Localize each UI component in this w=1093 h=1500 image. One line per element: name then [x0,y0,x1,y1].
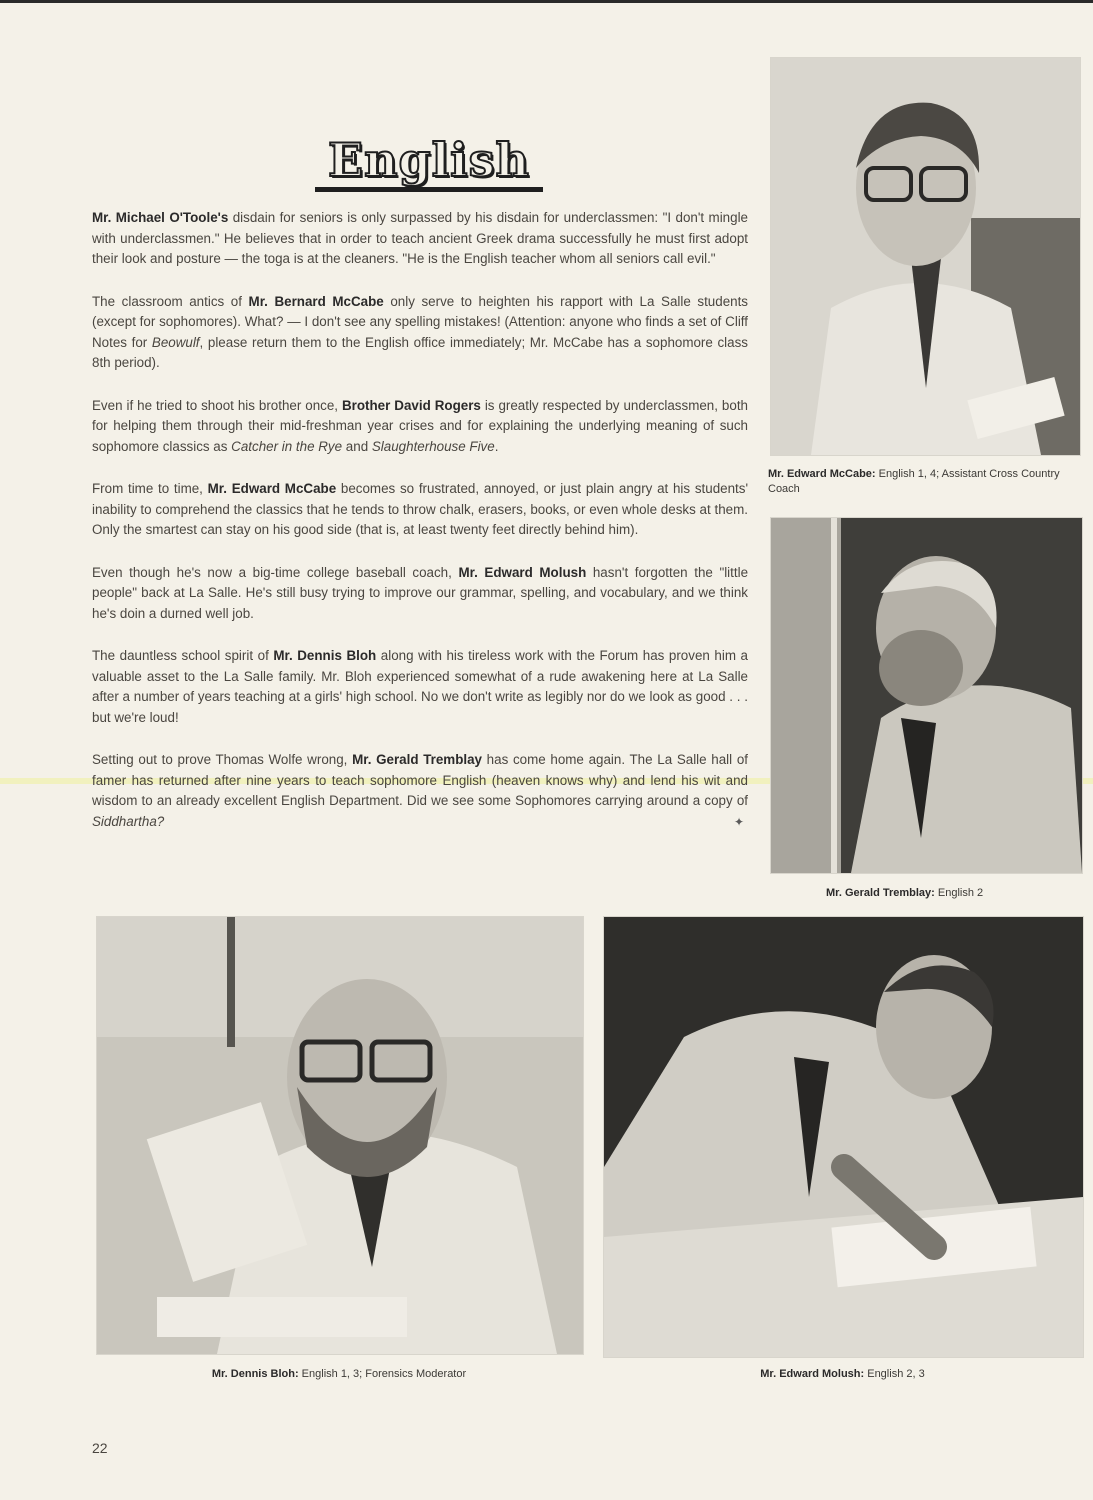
teacher-name: Mr. Michael O'Toole's [92,210,229,225]
teacher-name: Mr. Edward Molush [458,564,587,580]
caption-dennis-bloh: Mr. Dennis Bloh: English 1, 3; Forensics Moderator [211,1368,467,1380]
caption-edward-mccabe: Mr. Edward McCabe: English 1, 4; Assistant Cross Country Coach [768,468,1060,495]
portrait-illustration [771,518,1082,873]
book-title: Slaughterhouse Five [371,438,495,454]
page-number: 22 [92,1440,108,1456]
page-title: English [328,133,530,187]
portrait-illustration [604,917,1083,1357]
top-rule [0,0,1093,3]
title-underline [315,187,543,192]
paragraph-bloh: The dauntless school spirit of Mr. Dennis Bloh along with his tireless work with the Forum has proven him a valuable asset to the La Salle family. Mr. Bloh experienced somewhat of a rude awakening here at La Salle after a number of years teaching at a girls' high school. No we don't write as legibly nor do we look as good . . . but we're loud! [92,648,748,725]
title-block [314,135,544,192]
photo-dennis-bloh [96,916,584,1355]
paragraph-otoole: Mr. Michael O'Toole's disdain for seniors is only surpassed by his disdain for underclassmen: "I don't mingle with underclassmen." He believes that in order to teach ancient Greek drama successfully he must first adopt their look and posture — the toga is at the cleaners. "He is the English teacher whom all seniors call evil." [92,210,748,266]
paragraph-rogers: Even if he tried to shoot his brother once, Brother David Rogers is greatly respected by underclassmen, both for helping them through their mid-freshman year crises and for explaining the underlying meaning of such sophomore classics as Catcher in the Rye and Slaughterhouse Five. [92,397,748,454]
article-body [92,208,748,854]
book-title: Catcher in the Rye [231,438,343,454]
end-mark-icon: ✦ [733,814,744,829]
caption-gerald-tremblay: Mr. Gerald Tremblay: English 2 [826,887,984,899]
caption-edward-molush: Mr. Edward Molush: English 2, 3 [760,1368,925,1380]
teacher-name: Mr. Edward McCabe [207,481,337,496]
photo-edward-mccabe [770,57,1081,456]
teacher-name: Mr. Dennis Bloh [273,648,377,663]
paragraph-tremblay: Setting out to prove Thomas Wolfe wrong, Mr. Gerald Tremblay has come home again. The La Salle hall of famer has returned after nine years to teach sophomore English (heaven knows why) and lend his wit and wisdom to an already excellent English Department. Did we see some Sophomores carrying around a copy of Siddhartha? ✦ [92,750,748,832]
book-title: Siddhartha? [92,813,165,829]
photo-gerald-tremblay [770,517,1083,874]
portrait-illustration [97,917,583,1354]
paragraph-bernard-mccabe: The classroom antics of Mr. Bernard McCabe only serve to heighten his rapport with La Salle students (except for sophomores). What? — I don't see any spelling mistakes! (Attention: anyone who finds a set of Cliff Notes for Beowulf, please return them to the English office immediately; Mr. McCabe has a sophomore class 8th period). [92,293,749,370]
teacher-name: Mr. Gerald Tremblay [352,752,482,767]
teacher-name: Mr. Bernard McCabe [248,293,384,309]
photo-edward-molush [603,916,1084,1358]
book-title: Beowulf [151,334,200,350]
paragraph-edward-mccabe: From time to time, Mr. Edward McCabe becomes so frustrated, annoyed, or just plain angry at his students' inability to comprehend the classics that he tends to throw chalk, erasers, books, or even whole desks at them. Only the smartest can stay on his good side (that is, at least twenty feet directly behind him). [92,481,749,537]
paragraph-molush: Even though he's now a big-time college baseball coach, Mr. Edward Molush hasn't forgotten the "little people" back at La Salle. He's still busy trying to improve our grammar, spelling, and vocabulary, and we think he's doin a durned well job. [92,564,749,621]
teacher-name: Brother David Rogers [341,397,481,413]
portrait-illustration [771,58,1080,455]
